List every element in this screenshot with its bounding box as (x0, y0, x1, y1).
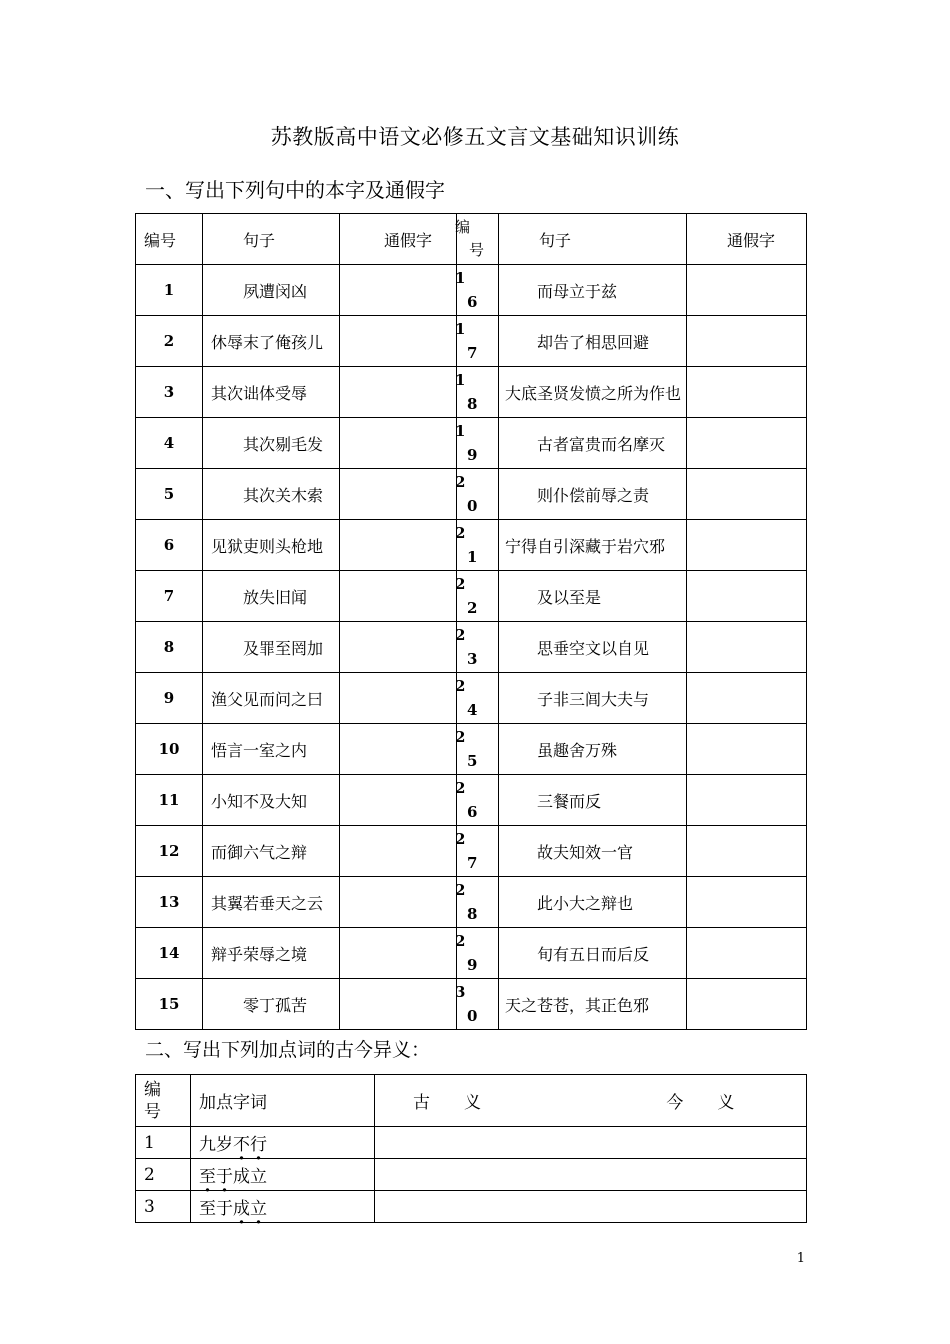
row-sentence: 其次剔毛发 (203, 418, 340, 469)
row-num: 15 (136, 979, 203, 1030)
row-sentence: 其次关木索 (203, 469, 340, 520)
row-num2 (457, 877, 499, 928)
row-tongjia2-answer[interactable] (687, 928, 807, 979)
table-row (136, 469, 807, 520)
table-row (136, 979, 807, 1030)
row-num2-a: 1 (455, 422, 466, 440)
row-tongjia-answer[interactable] (340, 469, 457, 520)
row-num: 1 (136, 1127, 191, 1159)
row-num2-b: 1 (467, 548, 478, 566)
row-tongjia2-answer[interactable] (687, 724, 807, 775)
row-num2 (457, 571, 499, 622)
table-row (136, 571, 807, 622)
row-num: 6 (136, 520, 203, 571)
row-num2-b: 0 (467, 1007, 478, 1025)
page-number: 1 (796, 1251, 805, 1266)
table-row (136, 367, 807, 418)
row-num2-b: 7 (467, 344, 478, 362)
row-tongjia2-answer[interactable] (687, 673, 807, 724)
row-num: 5 (136, 469, 203, 520)
row-meaning-answer[interactable] (375, 1159, 807, 1191)
table2-header-num-a: 编 (144, 1079, 161, 1100)
row-num: 13 (136, 877, 203, 928)
row-num: 10 (136, 724, 203, 775)
row-sentence2: 虽趣舍万殊 (499, 724, 687, 775)
row-num2 (457, 928, 499, 979)
table-row (136, 775, 807, 826)
row-sentence: 见狱吏则头枪地 (203, 520, 340, 571)
row-num2-a: 2 (455, 881, 466, 899)
row-meaning-answer[interactable] (375, 1127, 807, 1159)
row-sentence: 休辱末了俺孩儿 (203, 316, 340, 367)
row-num2-b: 0 (467, 497, 478, 515)
tongjia-table (135, 213, 807, 1030)
row-tongjia-answer[interactable] (340, 673, 457, 724)
row-num2-a: 3 (455, 983, 466, 1001)
row-num2 (457, 979, 499, 1030)
row-sentence2: 旬有五日而后反 (499, 928, 687, 979)
row-sentence2: 思垂空文以自见 (499, 622, 687, 673)
table-row (136, 826, 807, 877)
row-num2-b: 5 (467, 752, 478, 770)
row-sentence2: 故夫知效一官 (499, 826, 687, 877)
row-tongjia2-answer[interactable] (687, 520, 807, 571)
row-word (191, 1127, 375, 1159)
row-tongjia-answer[interactable] (340, 775, 457, 826)
table2-header-meaning (375, 1075, 807, 1127)
header-num2-b: 号 (469, 241, 485, 259)
table2-header-word: 加点字词 (191, 1075, 375, 1127)
section-1-heading: 一、写出下列句中的本字及通假字 (145, 178, 445, 202)
row-num2-b: 9 (467, 446, 478, 464)
row-tongjia-answer[interactable] (340, 520, 457, 571)
row-num2-b: 8 (467, 905, 478, 923)
row-num2-b: 3 (467, 650, 478, 668)
table2-header-num-b: 号 (144, 1101, 161, 1122)
row-tongjia-answer[interactable] (340, 316, 457, 367)
row-sentence: 零丁孤苦 (203, 979, 340, 1030)
row-tongjia2-answer[interactable] (687, 418, 807, 469)
row-sentence2: 古者富贵而名摩灭 (499, 418, 687, 469)
row-word-text: 至于成立 (199, 1199, 267, 1219)
header-num2 (457, 214, 499, 265)
row-num: 8 (136, 622, 203, 673)
row-sentence2: 及以至是 (499, 571, 687, 622)
table-row (136, 316, 807, 367)
row-tongjia-answer[interactable] (340, 367, 457, 418)
row-tongjia-answer[interactable] (340, 571, 457, 622)
row-num2 (457, 826, 499, 877)
header-sentence2: 句子 (499, 214, 687, 265)
header-num2-a: 编 (455, 218, 471, 236)
table-row (136, 418, 807, 469)
row-num2-a: 2 (455, 524, 466, 542)
row-num2-a: 2 (455, 473, 466, 491)
row-sentence: 小知不及大知 (203, 775, 340, 826)
row-word-text: 至于成立 (199, 1167, 267, 1187)
row-sentence: 其翼若垂天之云 (203, 877, 340, 928)
header-tongjia: 通假字 (340, 214, 457, 265)
row-tongjia2-answer[interactable] (687, 622, 807, 673)
row-word (191, 1191, 375, 1223)
row-num2-a: 2 (455, 626, 466, 644)
row-sentence2: 却告了相思回避 (499, 316, 687, 367)
row-num: 4 (136, 418, 203, 469)
row-num2-a: 1 (455, 320, 466, 338)
row-meaning-answer[interactable] (375, 1191, 807, 1223)
row-tongjia2-answer[interactable] (687, 979, 807, 1030)
table-row (136, 1159, 807, 1191)
row-sentence2: 宁得自引深藏于岩穴邪 (499, 520, 687, 571)
row-num2-b: 6 (467, 803, 478, 821)
row-num2 (457, 367, 499, 418)
row-sentence2: 子非三闾大夫与 (499, 673, 687, 724)
row-sentence2: 天之苍苍，其正色邪 (499, 979, 687, 1030)
row-num2 (457, 673, 499, 724)
table2-header-row (136, 1075, 807, 1127)
row-sentence2: 则仆偿前辱之责 (499, 469, 687, 520)
row-tongjia-answer[interactable] (340, 418, 457, 469)
table-row (136, 1127, 807, 1159)
header-sentence: 句子 (203, 214, 340, 265)
row-tongjia2-answer[interactable] (687, 877, 807, 928)
table-row (136, 673, 807, 724)
row-tongjia2-answer[interactable] (687, 469, 807, 520)
gujin-yiyi-table (135, 1074, 807, 1223)
row-num2-b: 2 (467, 599, 478, 617)
row-tongjia-answer[interactable] (340, 877, 457, 928)
row-num: 11 (136, 775, 203, 826)
table-row (136, 877, 807, 928)
table-row (136, 724, 807, 775)
row-num: 3 (136, 1191, 191, 1223)
row-sentence2: 大底圣贤发愤之所为作也 (499, 367, 687, 418)
table2-header-num (136, 1075, 191, 1127)
table-row (136, 265, 807, 316)
row-tongjia-answer[interactable] (340, 928, 457, 979)
row-sentence: 而御六气之辩 (203, 826, 340, 877)
row-sentence2: 而母立于兹 (499, 265, 687, 316)
table-row (136, 622, 807, 673)
table-header-row (136, 214, 807, 265)
row-num2 (457, 724, 499, 775)
row-num2 (457, 265, 499, 316)
row-sentence: 夙遭闵凶 (203, 265, 340, 316)
row-tongjia-answer[interactable] (340, 265, 457, 316)
row-tongjia2-answer[interactable] (687, 265, 807, 316)
row-num2 (457, 316, 499, 367)
row-num2-a: 2 (455, 575, 466, 593)
row-num2 (457, 775, 499, 826)
table2-header-gu: 古 义 (413, 1093, 481, 1113)
row-tongjia2-answer[interactable] (687, 571, 807, 622)
row-tongjia-answer[interactable] (340, 622, 457, 673)
row-word (191, 1159, 375, 1191)
row-sentence: 辩乎荣辱之境 (203, 928, 340, 979)
header-tongjia2: 通假字 (687, 214, 807, 265)
row-num2-a: 2 (455, 830, 466, 848)
row-sentence: 悟言一室之内 (203, 724, 340, 775)
table-row (136, 928, 807, 979)
row-num2-a: 2 (455, 677, 466, 695)
row-sentence2: 此小大之辩也 (499, 877, 687, 928)
row-num2-b: 9 (467, 956, 478, 974)
page-title: 苏教版高中语文必修五文言文基础知识训练 (270, 125, 680, 149)
table-row (136, 1191, 807, 1223)
row-num2 (457, 520, 499, 571)
row-num: 2 (136, 1159, 191, 1191)
row-num2-b: 6 (467, 293, 478, 311)
row-sentence2: 三餐而反 (499, 775, 687, 826)
row-num: 12 (136, 826, 203, 877)
row-num: 7 (136, 571, 203, 622)
row-num2-a: 1 (455, 371, 466, 389)
table-row (136, 520, 807, 571)
row-num2-a: 2 (455, 728, 466, 746)
header-num: 编号 (136, 214, 203, 265)
row-num: 14 (136, 928, 203, 979)
row-tongjia2-answer[interactable] (687, 826, 807, 877)
row-sentence: 其次诎体受辱 (203, 367, 340, 418)
row-num2-b: 4 (467, 701, 478, 719)
row-tongjia2-answer[interactable] (687, 775, 807, 826)
row-tongjia2-answer[interactable] (687, 367, 807, 418)
row-sentence: 放失旧闻 (203, 571, 340, 622)
row-num2-b: 7 (467, 854, 478, 872)
row-num2 (457, 469, 499, 520)
row-num2-a: 1 (455, 269, 466, 287)
row-sentence: 渔父见而问之曰 (203, 673, 340, 724)
row-num2-a: 2 (455, 779, 466, 797)
row-num: 2 (136, 316, 203, 367)
row-tongjia-answer[interactable] (340, 979, 457, 1030)
row-num2 (457, 418, 499, 469)
row-num2 (457, 622, 499, 673)
row-num2-b: 8 (467, 395, 478, 413)
row-num: 9 (136, 673, 203, 724)
row-word-text: 九岁不行 (199, 1135, 267, 1155)
row-sentence: 及罪至罔加 (203, 622, 340, 673)
row-num: 3 (136, 367, 203, 418)
section-2-heading: 二、写出下列加点词的古今异义： (145, 1039, 431, 1061)
row-num2-a: 2 (455, 932, 466, 950)
row-tongjia-answer[interactable] (340, 724, 457, 775)
row-tongjia2-answer[interactable] (687, 316, 807, 367)
row-num: 1 (136, 265, 203, 316)
table2-header-jin: 今 义 (666, 1093, 735, 1113)
row-tongjia-answer[interactable] (340, 826, 457, 877)
